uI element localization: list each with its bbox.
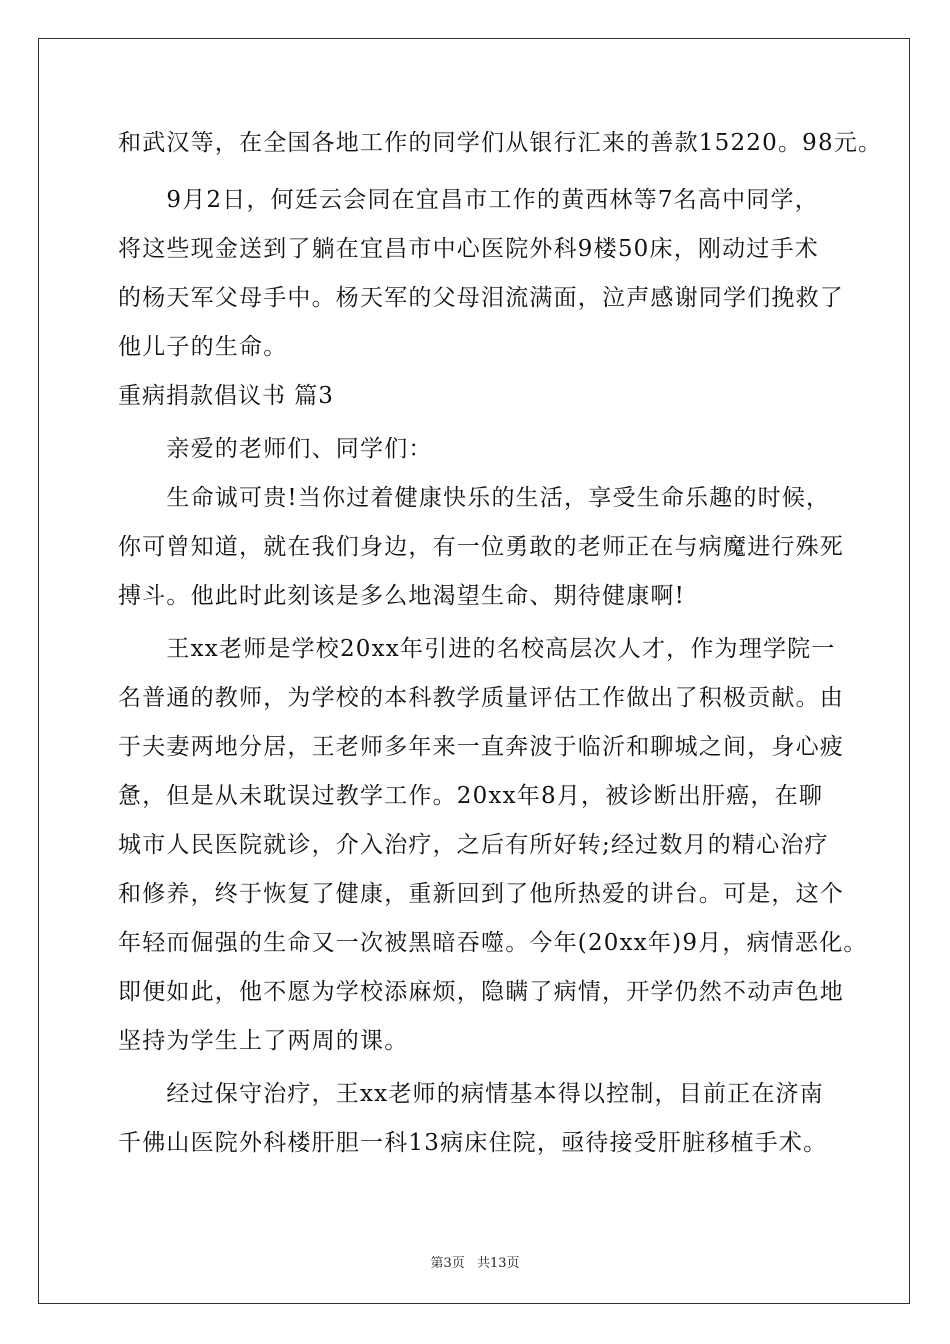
text-line: 的杨天军父母手中。杨天军的父母泪流满面，泣声感谢同学们挽救了	[118, 285, 844, 311]
text-line: 他儿子的生命。	[118, 334, 288, 360]
text-line: 于夫妻两地分居，王老师多年来一直奔波于临沂和聊城之间，身心疲	[118, 734, 844, 760]
text-line: 9月2日，何廷云会同在宜昌市工作的黄西林等7名高中同学，	[118, 187, 819, 213]
text-line: 城市人民医院就诊，介入治疗，之后有所好转;经过数月的精心治疗	[118, 832, 829, 858]
text-line: 和武汉等，在全国各地工作的同学们从银行汇来的善款15220。98元。	[118, 130, 883, 156]
text-line: 即便如此，他不愿为学校添麻烦，隐瞒了病情，开学仍然不动声色地	[118, 979, 844, 1005]
page-border	[38, 38, 910, 1304]
text-line: 和修养，终于恢复了健康，重新回到了他所热爱的讲台。可是，这个	[118, 881, 844, 907]
text-line: 搏斗。他此时此刻该是多么地渴望生命、期待健康啊!	[118, 583, 686, 609]
text-line: 经过保守治疗，王xx老师的病情基本得以控制，目前正在济南	[118, 1081, 824, 1107]
page-number: 第3页	[430, 1256, 465, 1271]
section-heading: 重病捐款倡议书 篇3	[118, 383, 334, 409]
text-line: 名普通的教师，为学校的本科教学质量评估工作做出了积极贡献。由	[118, 685, 844, 711]
text-line: 你可曾知道，就在我们身边，有一位勇敢的老师正在与病魔进行殊死	[118, 534, 844, 560]
text-line: 年轻而倔强的生命又一次被黑暗吞噬。今年(20xx年)9月，病情恶化。	[118, 930, 868, 956]
text-line: 生命诚可贵!当你过着健康快乐的生活，享受生命乐趣的时候，	[118, 485, 831, 511]
page-total: 共13页	[476, 1256, 520, 1271]
text-line: 千佛山医院外科楼肝胆一科13病床住院，亟待接受肝脏移植手术。	[118, 1130, 828, 1156]
text-line: 坚持为学生上了两周的课。	[118, 1028, 409, 1054]
salutation: 亲爱的老师们、同学们：	[118, 436, 433, 462]
page-footer	[0, 1252, 950, 1271]
text-line: 将这些现金送到了躺在宜昌市中心医院外科9楼50床，刚动过手术	[118, 236, 819, 262]
text-line: 惫，但是从未耽误过教学工作。20xx年8月，被诊断出肝癌，在聊	[118, 783, 824, 809]
text-line: 王xx老师是学校20xx年引进的名校高层次人才，作为理学院一	[118, 636, 836, 662]
